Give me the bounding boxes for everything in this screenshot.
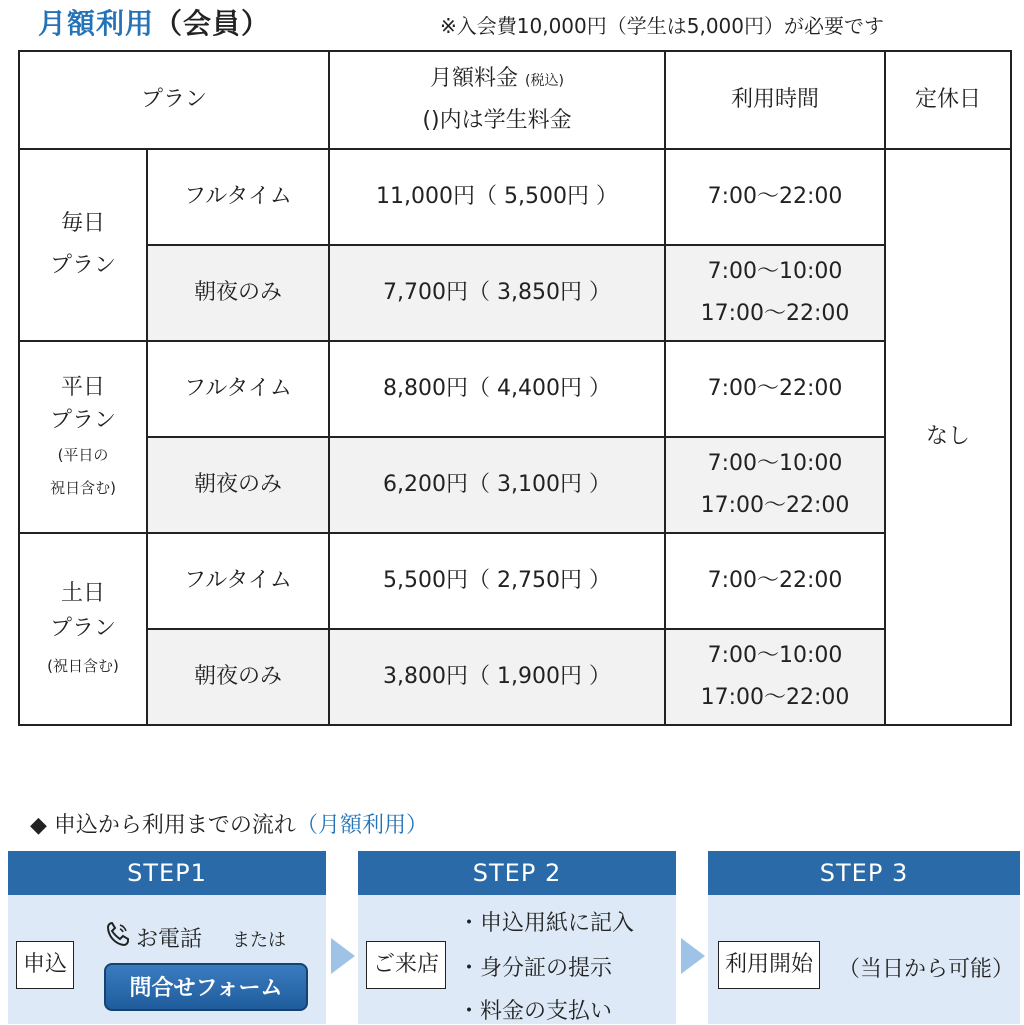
plan-type: 朝夜のみ	[147, 245, 329, 341]
plan-type: 朝夜のみ	[147, 437, 329, 533]
header-hours: 利用時間	[665, 51, 885, 149]
plan-hours	[665, 245, 885, 341]
step3-start-box: 利用開始	[718, 941, 820, 989]
title-main-text: 月額利用	[38, 7, 155, 40]
plan-hours	[665, 149, 885, 245]
plan-price-table	[18, 50, 1012, 726]
plan-type: フルタイム	[147, 533, 329, 629]
plan-type: フルタイム	[147, 341, 329, 437]
step-arrow-icon	[331, 938, 355, 974]
plan-note-line1: (平日の	[57, 446, 109, 464]
plan-price: 7,700円（ 3,850円 ）	[329, 245, 665, 341]
step2-item: ・料金の支払い	[458, 999, 613, 1024]
hours-line1: 7:00〜10:00	[707, 451, 843, 477]
or-label: または	[232, 930, 286, 951]
plan-type: 朝夜のみ	[147, 629, 329, 725]
plan-name-line1: 平日	[60, 375, 105, 400]
plan-group-name	[19, 533, 147, 725]
table-header-row	[19, 51, 1011, 149]
table-row	[19, 341, 1011, 437]
plan-hours	[665, 533, 885, 629]
plan-name-line1: 土日	[60, 581, 105, 607]
plan-type: フルタイム	[147, 149, 329, 245]
step1-header: STEP1	[8, 851, 326, 895]
plan-name-line2: プラン	[49, 253, 116, 278]
header-price	[329, 51, 665, 149]
plan-price: 3,800円（ 1,900円 ）	[329, 629, 665, 725]
header-price-student: ()内は学生料金	[422, 108, 572, 133]
step2-item: ・身分証の提示	[458, 956, 613, 981]
plan-hours	[665, 437, 885, 533]
plan-name-line2: プラン	[49, 616, 116, 642]
inquiry-form-button[interactable]: 問合せフォーム	[104, 963, 308, 1011]
table-row	[19, 437, 1011, 533]
flow-heading	[30, 808, 428, 839]
hours-line2: 17:00〜22:00	[700, 685, 850, 710]
step-arrow-icon	[681, 938, 705, 974]
phone-icon-svg	[106, 921, 130, 947]
table-row	[19, 149, 1011, 245]
diamond-bullet-icon: ◆	[30, 813, 47, 838]
holiday-value: なし	[885, 149, 1011, 725]
phone-icon	[106, 921, 130, 951]
step3-note: （当日から可能）	[838, 957, 1015, 982]
title-paren: （会員）	[154, 7, 271, 40]
step2-item: ・申込用紙に記入	[458, 911, 635, 936]
table-row	[19, 533, 1011, 629]
plan-price: 8,800円（ 4,400円 ）	[329, 341, 665, 437]
flow-heading-text: 申込から利用までの流れ	[53, 813, 296, 838]
plan-note-line1: (祝日含む)	[47, 656, 119, 675]
plan-group-name	[19, 149, 147, 341]
plan-note-line2: 祝日含む)	[50, 479, 116, 497]
admission-fee-note: ※入会費10,000円（学生は5,000円）が必要です	[440, 14, 884, 38]
table-row	[19, 629, 1011, 725]
header-price-label: 月額料金	[430, 66, 519, 92]
flow-heading-paren: （月額利用）	[295, 813, 428, 838]
plan-price: 11,000円（ 5,500円 ）	[329, 149, 665, 245]
table-row	[19, 245, 1011, 341]
hours-line2: 17:00〜22:00	[700, 493, 850, 518]
phone-label: お電話	[136, 927, 203, 952]
step1-apply-box: 申込	[16, 941, 74, 989]
hours-line1: 7:00〜22:00	[707, 376, 843, 402]
hours-line1: 7:00〜22:00	[707, 184, 843, 210]
header-price-tax: (税込)	[525, 73, 564, 90]
plan-hours	[665, 341, 885, 437]
plan-group-name	[19, 341, 147, 533]
hours-line2: 17:00〜22:00	[700, 301, 850, 326]
plan-price: 6,200円（ 3,100円 ）	[329, 437, 665, 533]
hours-line1: 7:00〜10:00	[707, 259, 843, 285]
step3-header: STEP 3	[708, 851, 1020, 895]
step2-visit-box: ご来店	[366, 941, 446, 989]
plan-name-line2: プラン	[49, 408, 116, 433]
plan-hours	[665, 629, 885, 725]
plan-name-line1: 毎日	[60, 211, 105, 237]
header-holiday: 定休日	[885, 51, 1011, 149]
hours-line1: 7:00〜10:00	[707, 643, 843, 669]
plan-price: 5,500円（ 2,750円 ）	[329, 533, 665, 629]
hours-line1: 7:00〜22:00	[707, 568, 843, 594]
page-title	[38, 2, 270, 42]
step3-card	[708, 851, 1020, 1024]
step2-header: STEP 2	[358, 851, 676, 895]
header-plan: プラン	[19, 51, 329, 149]
